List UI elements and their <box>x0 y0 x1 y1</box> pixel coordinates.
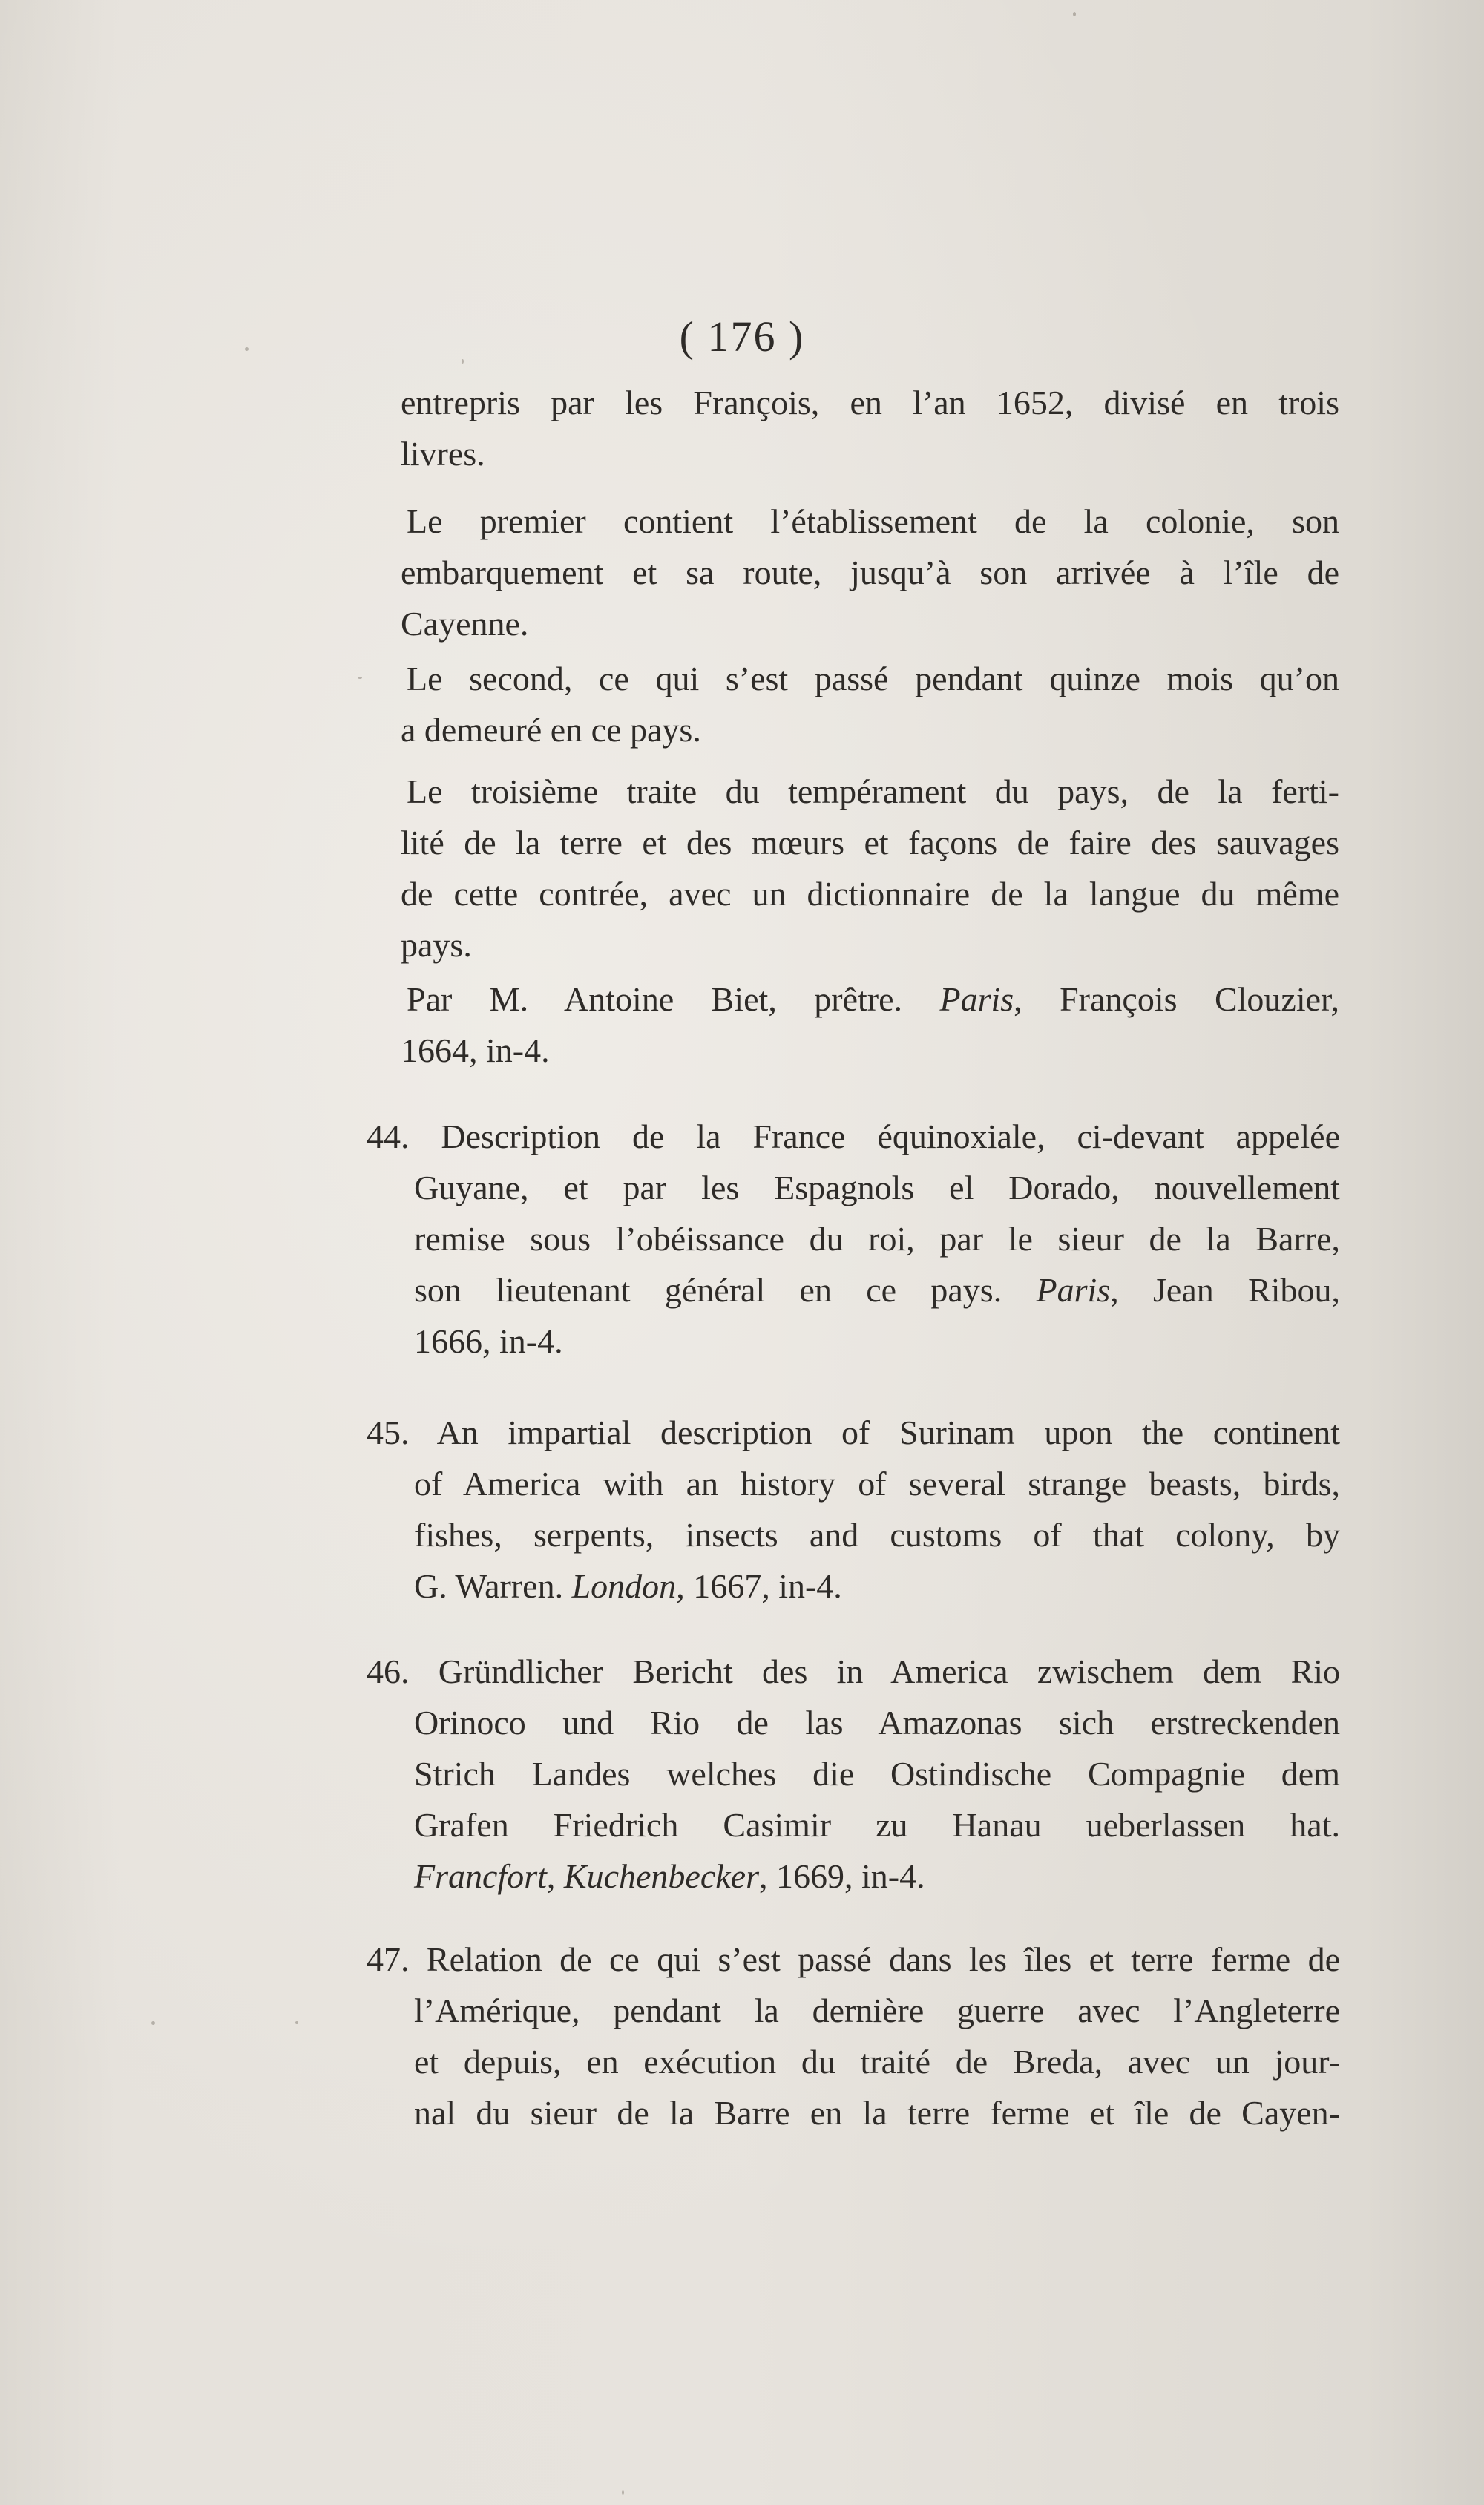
page-number: ( 176 ) <box>679 312 805 361</box>
paper-speck <box>462 359 464 364</box>
text-line <box>401 974 1339 1025</box>
paragraph-second <box>401 653 1339 755</box>
text-line: pays. <box>401 926 472 964</box>
text-line: Strich Landes welches die Ostindische Compagnie dem <box>414 1755 1340 1793</box>
text-line: 1664, in-4. <box>401 1031 550 1069</box>
intro-paragraph <box>401 377 1339 479</box>
text-line: et depuis, en exécution du traité de Breda, avec un jour- <box>414 2043 1340 2081</box>
entry-first-line <box>367 1111 1340 1162</box>
text-line: Grafen Friedrich Casimir zu Hanau ueberlassen hat. <box>414 1806 1340 1844</box>
text-line: Guyane, et par les Espagnols el Dorado, nouvellement <box>414 1169 1340 1206</box>
entry-first-line <box>367 1934 1340 1985</box>
place-of-publication: Paris <box>1036 1271 1111 1309</box>
catalog-entry-45 <box>367 1407 1340 1612</box>
entry-title: Gründlicher Bericht des in America zwischem dem Rio <box>438 1652 1340 1690</box>
entry-first-line <box>367 1646 1340 1697</box>
text-line: 1666, in-4. <box>414 1322 563 1360</box>
entry-number: 44. <box>367 1117 410 1155</box>
text-line: lité de la terre et des mœurs et façons de faire des sauvages <box>401 824 1339 861</box>
publisher-name: Kuchenbecker <box>563 1857 759 1895</box>
paragraph-premier <box>401 496 1339 649</box>
text-line: embarquement et sa route, jusqu’à son arrivée à l’île de <box>401 554 1339 591</box>
text-line: G. Warren. London, 1667, in-4. <box>414 1567 842 1605</box>
paper-speck <box>295 2021 298 2024</box>
place-of-publication: Francfort <box>414 1857 547 1895</box>
paragraph-author <box>401 974 1339 1076</box>
catalog-entry-47 <box>367 1934 1340 2138</box>
text-line: de cette contrée, avec un dictionnaire de la langue du même <box>401 875 1339 913</box>
place-of-publication: London <box>571 1567 677 1605</box>
paper-speck <box>358 677 362 679</box>
text-line: of America with an history of several strange beasts, birds, <box>414 1465 1340 1503</box>
entry-number: 46. <box>367 1652 410 1690</box>
text-line: entrepris par les François, en l’an 1652, divisé en trois <box>401 384 1339 421</box>
paper-speck <box>151 2021 155 2025</box>
entry-number: 45. <box>367 1414 410 1451</box>
paragraph-troisieme <box>401 766 1339 971</box>
text-line: Cayenne. <box>401 605 529 643</box>
text-line: Le premier contient l’établissement de la colonie, son <box>407 502 1339 540</box>
entry-number: 47. <box>367 1940 410 1978</box>
entry-first-line <box>367 1407 1340 1458</box>
catalog-entry-46 <box>367 1646 1340 1902</box>
text-line: fishes, serpents, insects and customs of that colony, by <box>414 1516 1340 1554</box>
text-line: l’Amérique, pendant la dernière guerre avec l’Angleterre <box>414 1992 1340 2029</box>
text-line: a demeuré en ce pays. <box>401 711 701 749</box>
text-line: livres. <box>401 435 485 473</box>
text-line: Le second, ce qui s’est passé pendant quinze mois qu’on <box>407 660 1339 697</box>
paper-speck <box>622 2490 624 2495</box>
text-line: nal du sieur de la Barre en la terre ferme et île de Cayen- <box>414 2094 1340 2132</box>
entry-title: Description de la France équinoxiale, ci-devant appelée <box>441 1117 1340 1155</box>
catalog-entry-44 <box>367 1111 1340 1367</box>
text-line: Le troisième traite du tempérament du pays, de la ferti- <box>407 772 1339 810</box>
place-of-publication: Paris <box>939 980 1014 1018</box>
publisher-text: , François Clouzier, <box>1014 980 1339 1018</box>
author-text: Par M. Antoine Biet, prêtre. <box>407 980 903 1018</box>
text-line: Orinoco und Rio de las Amazonas sich erstreckenden <box>414 1704 1340 1741</box>
text-line: remise sous l’obéissance du roi, par le sieur de la Barre, <box>414 1220 1340 1258</box>
text-line: Francfort, Kuchenbecker, 1669, in-4. <box>414 1857 925 1895</box>
paper-speck <box>1073 12 1076 16</box>
text-line: son lieutenant général en ce pays. Paris, Jean Ribou, <box>414 1271 1341 1309</box>
entry-title: An impartial description of Surinam upon the continent <box>436 1414 1340 1451</box>
paper-speck <box>245 347 249 351</box>
entry-title: Relation de ce qui s’est passé dans les îles et terre ferme de <box>426 1940 1340 1978</box>
